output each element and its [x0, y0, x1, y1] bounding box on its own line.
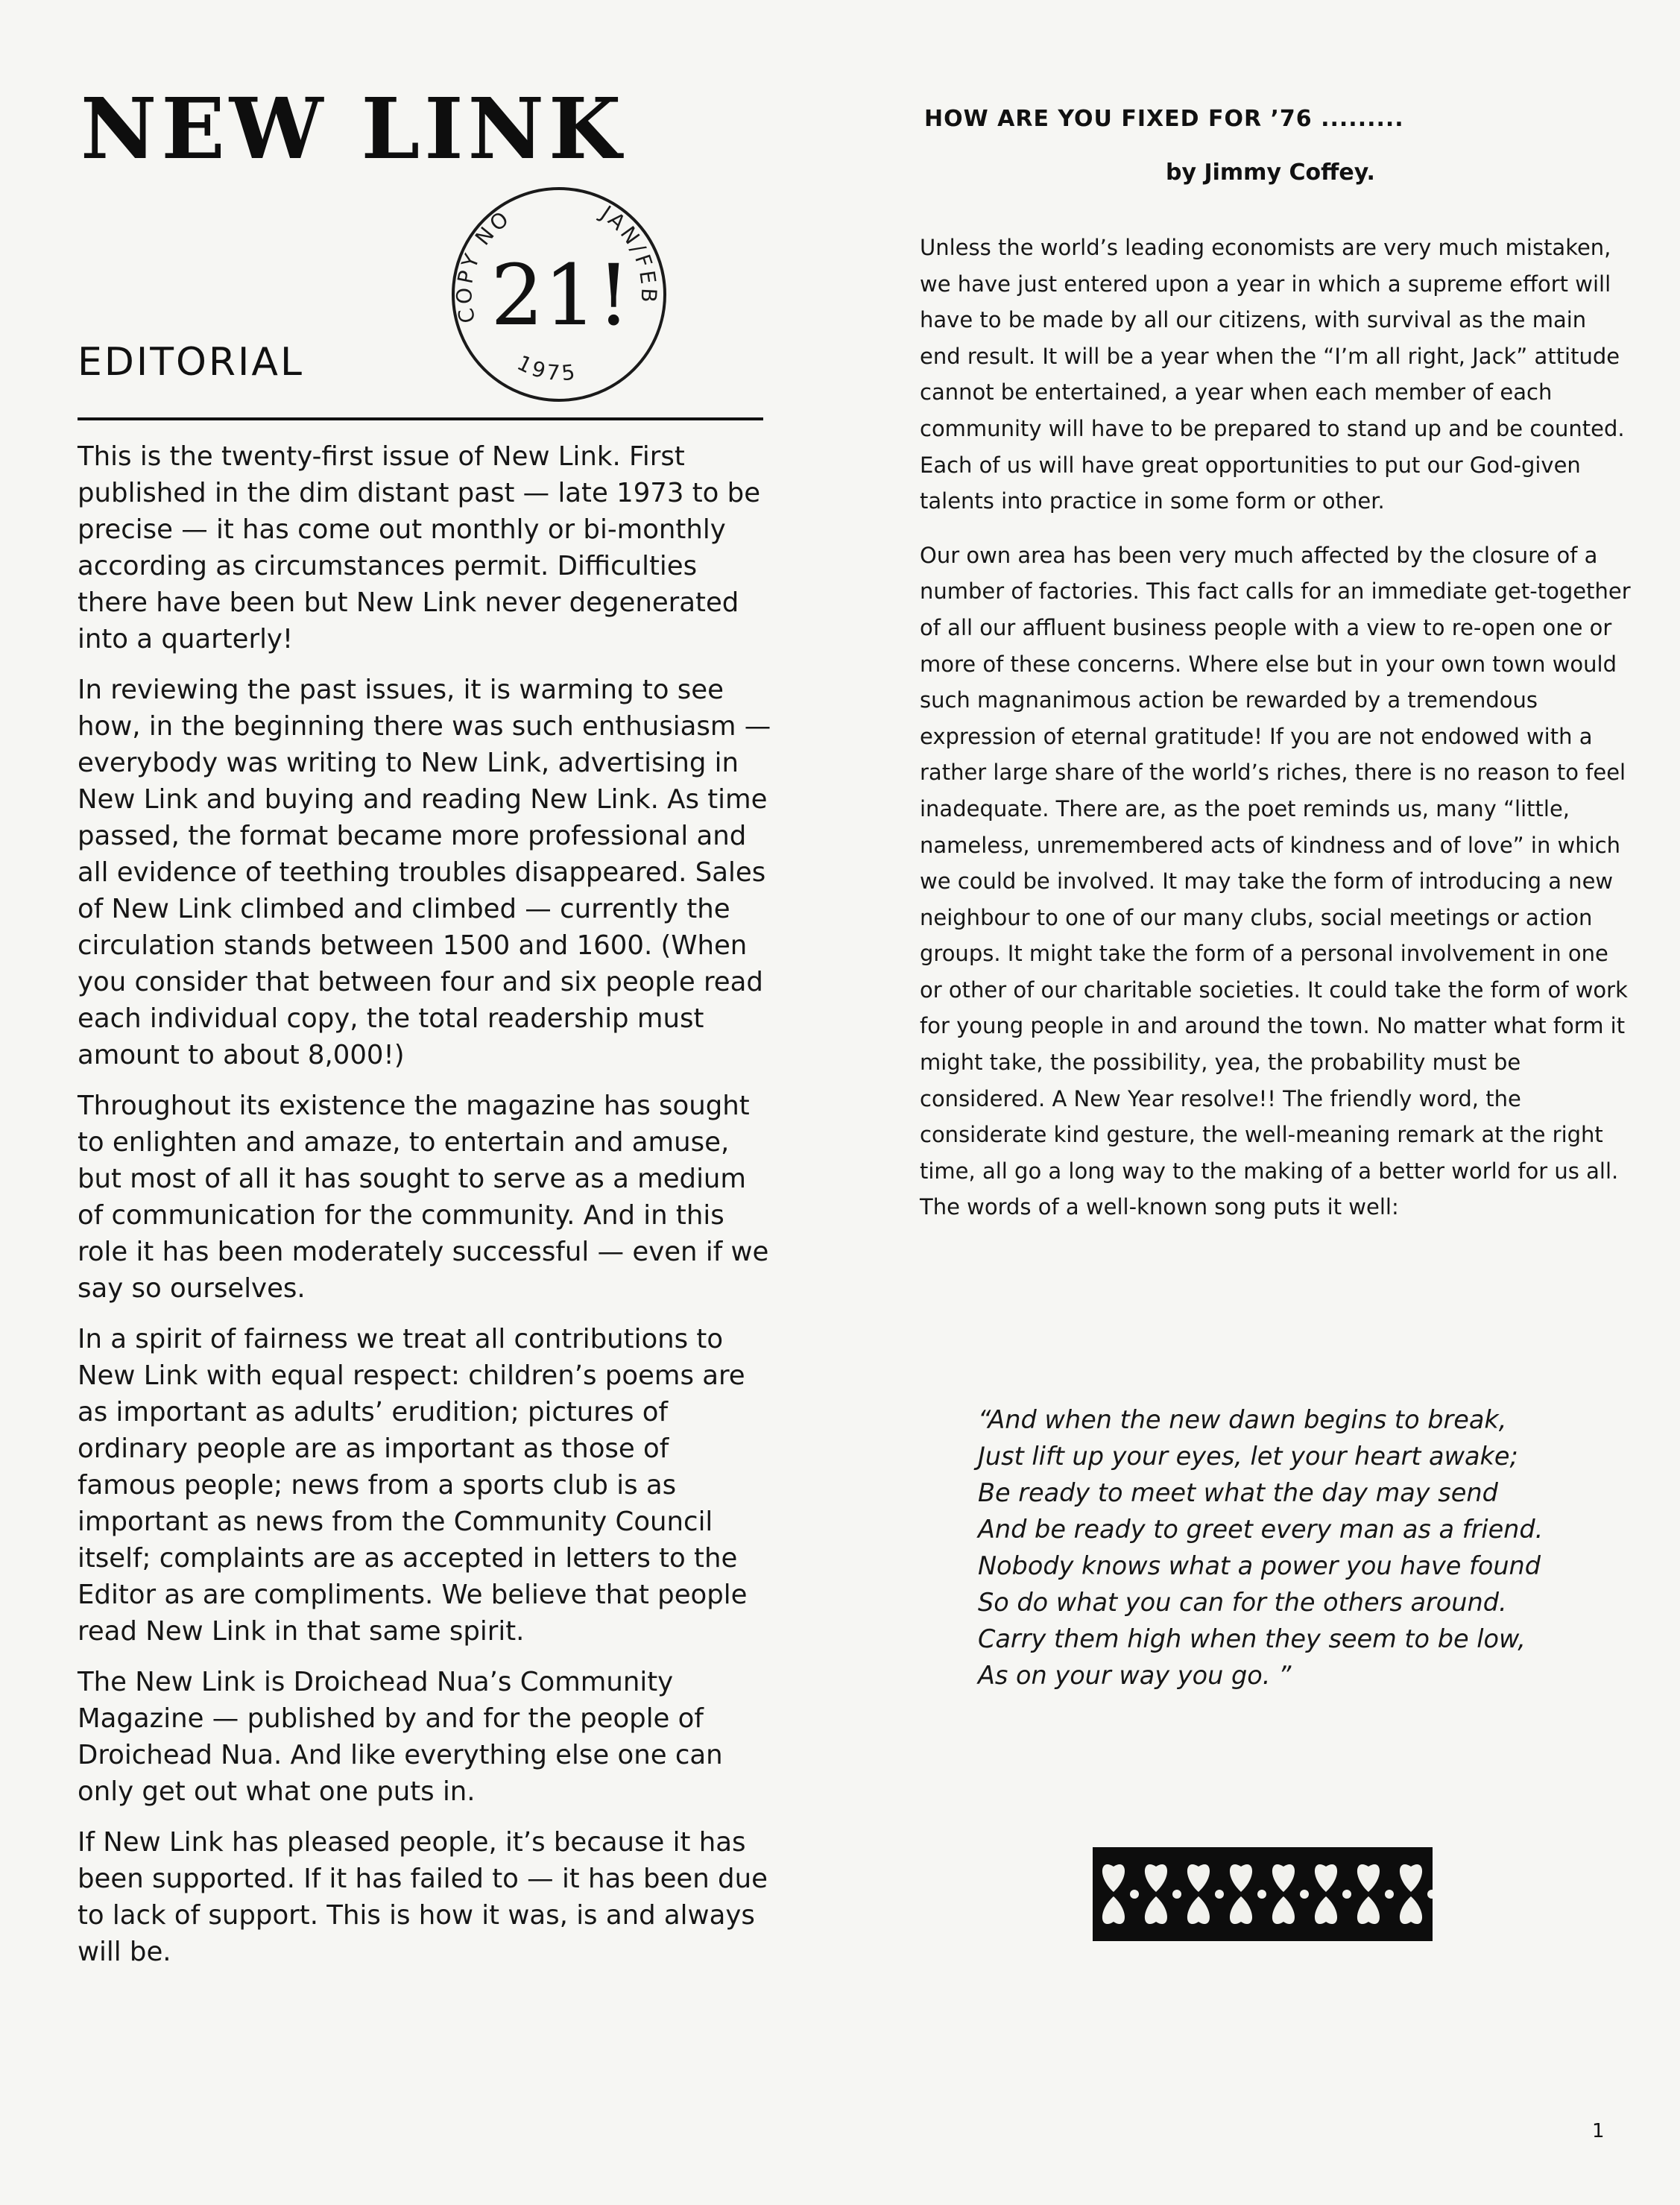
ornament-dot-icon [1342, 1890, 1351, 1899]
editorial-heading: EDITORIAL [78, 340, 304, 385]
page-number: 1 [1592, 2120, 1605, 2142]
ornament-dot-icon [1300, 1890, 1309, 1899]
ornament-dot-icon [1257, 1890, 1266, 1899]
ornament-dot-icon [1130, 1890, 1139, 1899]
editorial-divider [78, 417, 763, 420]
article-byline: by Jimmy Coffey. [1166, 160, 1375, 186]
poem-line: Just lift up your eyes, let your heart awake; [978, 1442, 1518, 1471]
ornament-dot-icon [1385, 1890, 1394, 1899]
editorial-paragraph: Throughout its existence the magazine has sought to enlighten and amaze, to entertain and amuse, but most of all it has sought to serve as a medium of communication for the community. And in this role it has been moderately successful — even if we say so ourselves. [78, 1091, 769, 1304]
editorial-paragraph: In reviewing the past issues, it is warming to see how, in the beginning there was such enthusiasm — everybody was writing to New Link, advertising in New Link and buying and reading New Link. As time passed, the format became more professional and all evidence of teething troubles disappeared. Sales of New Link climbed and climbed — currently the circulation stands between 1500 and 1600. (When you consider that between four and six people read each individual copy, the total readership must amount to about 8,000!) [78, 675, 771, 1070]
copy-number-stamp [440, 175, 678, 414]
editorial-paragraph: In a spirit of fairness we treat all contributions to New Link with equal respect: children’s poems are as important as adults’ erudition; pictures of ordinary people are as important as those of famous people; news from a sports club is as important as news from the Community Council itself; complaints are as accepted in letters to the Editor as are compliments. We believe that people read New Link in that same spirit. [78, 1324, 748, 1647]
ornament-dot-icon [1172, 1890, 1181, 1899]
stamp-year-text: 1975 [513, 350, 579, 386]
editorial-paragraph: This is the twenty-first issue of New Link. First published in the dim distant past — late 1973 to be precise — it has come out monthly or bi-monthly according as circumstances permit. Difficulties there have been but New Link never degenerated into a quarterly! [78, 441, 761, 654]
poem-line: And be ready to greet every man as a friend. [978, 1515, 1544, 1544]
poem-line: As on your way you go. ” [978, 1661, 1292, 1690]
stamp-date-text: JAN/FEB [596, 201, 662, 306]
article-paragraph: Our own area has been very much affected by the closure of a number of factories. This fact calls for an immediate get-together of all our affluent business people with a view to re-open one or more of these concerns. Where else but in your own town would such magnanimous action be rewarded by a tremendous expression of eternal gratitude! If you are not endowed with a rather large share of the world’s riches, there is no reason to feel inadequate. There are, as the poet reminds us, many “little, nameless, unremembered acts of kindness and of love” in which we could be involved. It may take the form of introducing a new neighbour to one of our many clubs, social meetings or action groups. It might take the form of a personal involvement in one or other of our charitable societies. It could take the form of work for young people in and around the town. No matter what form it might take, the possibility, yea, the probability must be considered. A New Year resolve!! The friendly word, the considerate kind gesture, the well-meaning remark at the right time, all go a long way to the making of a better world for us all. The words of a well-known song puts it well: [920, 542, 1631, 1220]
editorial-body [78, 438, 774, 1984]
poem-line: Be ready to meet what the day may send [978, 1478, 1498, 1507]
editorial-paragraph: The New Link is Droichead Nua’s Community Magazine — published by and for the people of Droichead Nua. And like everything else one can only get out what one puts in. [78, 1667, 723, 1807]
article-body [920, 230, 1632, 1243]
decorative-ornament-icon [1093, 1847, 1433, 1941]
article-paragraph: Unless the world’s leading economists are very much mistaken, we have just entered upon a year in which a supreme effort will have to be made by all our citizens, with survival as the main end result. It will be a year when the “I’m all right, Jack” attitude cannot be entertained, a year when each member of each community will have to be prepared to stand up and be counted. Each of us will have great opportunities to put our God-given talents into practice in some form or other. [920, 235, 1625, 514]
ornament-dot-icon [1215, 1890, 1224, 1899]
poem-line: “And when the new dawn begins to break, [978, 1405, 1507, 1434]
poem-line: Nobody knows what a power you have found [978, 1551, 1541, 1580]
editorial-paragraph: If New Link has pleased people, it’s because it has been supported. If it has failed to — it has been due to lack of support. This is how it was, is and always will be. [78, 1827, 768, 1967]
stamp-top-text: COPY NO [452, 204, 516, 326]
poem-line: So do what you can for the others around. [978, 1588, 1507, 1617]
poem-line: Carry them high when they seem to be low, [978, 1624, 1526, 1653]
song-lyrics [978, 1401, 1649, 1694]
stamp-number: 21! [490, 247, 631, 344]
masthead-title: NEW LINK [80, 81, 626, 178]
article-title: HOW ARE YOU FIXED FOR ’76 ......... [924, 106, 1404, 132]
